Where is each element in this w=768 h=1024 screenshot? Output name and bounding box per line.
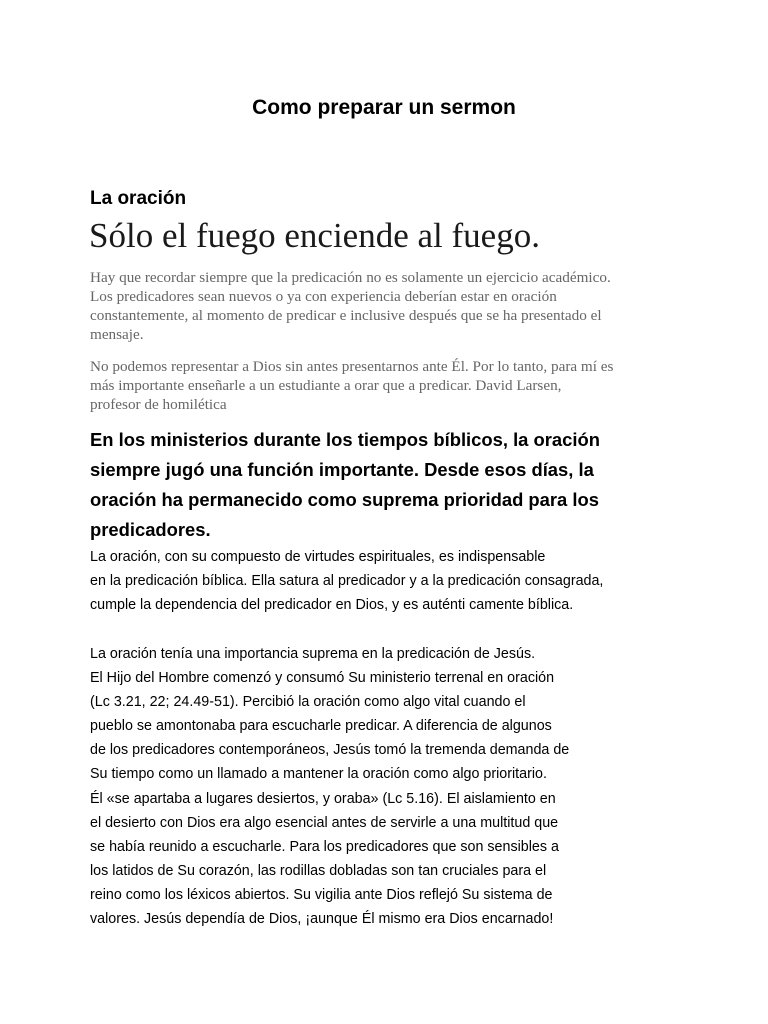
text-line: en la predicación bíblica. Ella satura al predicador y a la predicación consagrada, (90, 573, 604, 590)
body-paragraph-2 (90, 642, 690, 931)
section-heading: La oración (90, 188, 187, 209)
text-line: (Lc 3.21, 22; 24.49-51). Percibió la oración como algo vital cuando el (90, 694, 526, 711)
text-line: Su tiempo como un llamado a mantener la oración como algo prioritario. (90, 766, 547, 783)
text-line: La oración tenía una importancia suprema en la predicación de Jesús. (90, 646, 536, 662)
text-line: de los predicadores contemporáneos, Jesús tomó la tremenda demanda de (90, 742, 570, 759)
text-line: se había reunido a escucharle. Para los predicadores que son sensibles a (90, 838, 559, 855)
text-line: cumple la dependencia del predicador en Dios, y es auténti camente bíblica. (90, 597, 574, 614)
text-line: No podemos representar a Dios sin antes presentarnos ante Él. Por lo tanto, para mí es (90, 358, 614, 375)
text-line: oración ha permanecido como suprema prioridad para los (90, 489, 599, 510)
text-line: siempre jugó una función importante. Desde esos días, la (90, 459, 594, 480)
gray-paragraph-quote (90, 357, 690, 414)
quote-heading: Sólo el fuego enciende al fuego. (89, 216, 540, 255)
body-paragraph-1 (90, 545, 690, 617)
document-title: Como preparar un sermon (252, 96, 516, 119)
text-line: predicadores. (90, 519, 211, 540)
text-line: mensaje. (90, 326, 144, 343)
text-line: Él «se apartaba a lugares desiertos, y oraba» (Lc 5.16). El aislamiento en (90, 790, 556, 807)
bold-lead-paragraph (90, 425, 690, 545)
text-line: Hay que recordar siempre que la predicación no es solamente un ejercicio académico. (90, 269, 611, 286)
text-line: El Hijo del Hombre comenzó y consumó Su ministerio terrenal en oración (90, 670, 555, 687)
text-line: En los ministerios durante los tiempos bíblicos, la oración (90, 429, 600, 450)
text-line: los latidos de Su corazón, las rodillas dobladas son tan cruciales para el (90, 862, 547, 879)
text-line: profesor de homilética (90, 396, 227, 413)
text-line: reino como los léxicos abiertos. Su vigilia ante Dios reflejó Su sistema de (90, 886, 553, 903)
text-line: el desierto con Dios era algo esencial antes de servirle a una multitud que (90, 814, 559, 831)
text-line: Los predicadores sean nuevos o ya con experiencia deberían estar en oración (90, 288, 557, 305)
text-line: más importante enseñarle a un estudiante a orar que a predicar. David Larsen, (90, 377, 562, 394)
text-line: constantemente, al momento de predicar e inclusive después que se ha presentado el (90, 307, 602, 324)
gray-paragraph-intro (90, 268, 690, 344)
text-line: La oración, con su compuesto de virtudes espirituales, es indispensable (90, 549, 546, 565)
text-line: pueblo se amontonaba para escucharle predicar. A diferencia de algunos (90, 718, 552, 735)
text-line: valores. Jesús dependía de Dios, ¡aunque Él mismo era Dios encarnado! (90, 911, 554, 928)
